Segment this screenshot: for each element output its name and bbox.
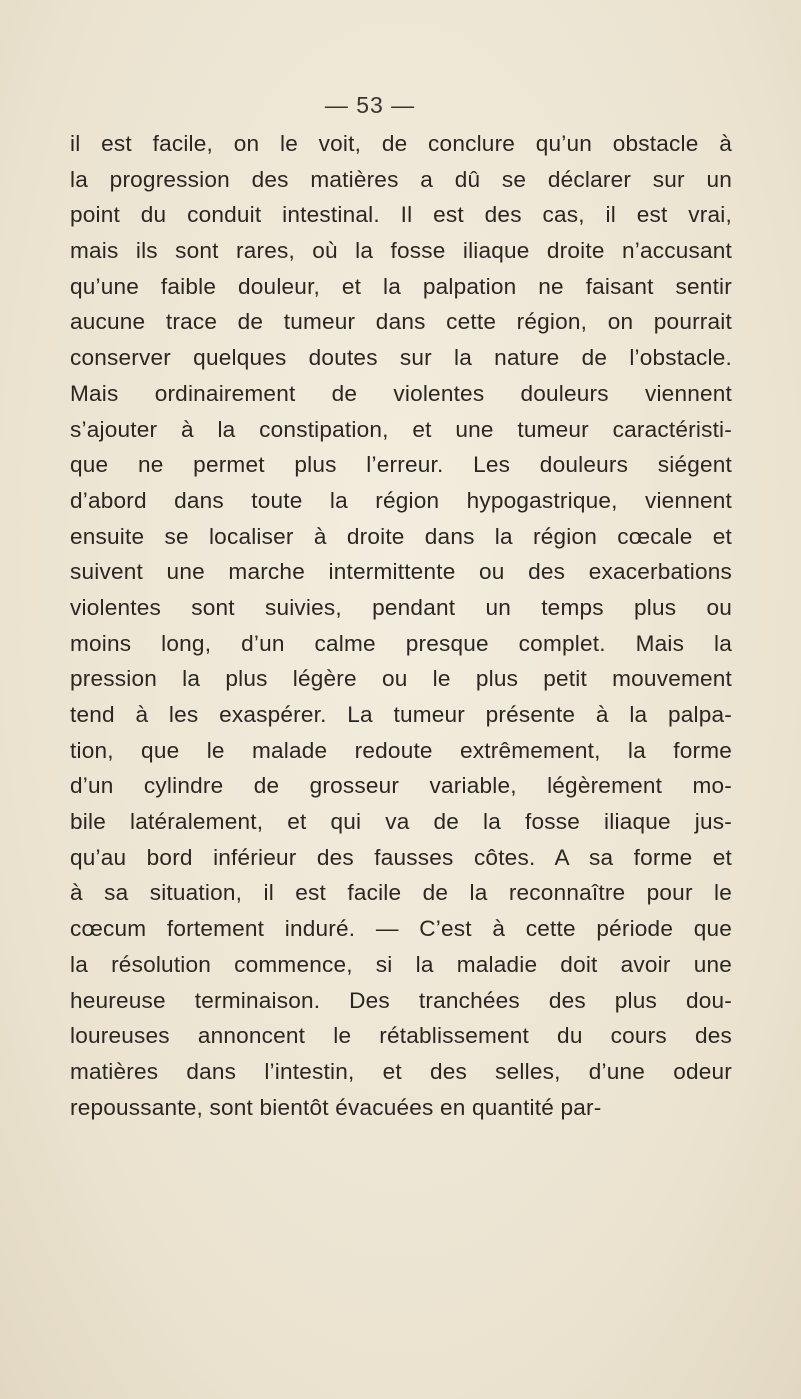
- text-line: cœcum fortement induré. — C’est à cette période que: [70, 916, 732, 942]
- text-line: conserver quelques doutes sur la nature de l’obstacle.: [70, 345, 732, 371]
- text-line: matières dans l’intestin, et des selles, d’une odeur: [70, 1058, 732, 1084]
- text-line: d’abord dans toute la région hypogastrique, viennent: [70, 487, 732, 513]
- text-line: violentes sont suivies, pendant un temps plus ou: [70, 594, 732, 620]
- text-line: que ne permet plus l’erreur. Les douleurs siégent: [70, 452, 732, 478]
- text-line: tend à les exaspérer. La tumeur présente à la palpa-: [70, 702, 732, 727]
- text-line: loureuses annoncent le rétablissement du cours des: [70, 1023, 732, 1049]
- text-line: heureuse terminaison. Des tranchées des plus dou-: [70, 987, 732, 1013]
- text-line: tion, que le malade redoute extrêmement, la forme: [70, 737, 732, 763]
- text-line: suivent une marche intermittente ou des exacerbations: [70, 559, 732, 585]
- text-line: d’un cylindre de grosseur variable, légèrement mo-: [70, 773, 732, 799]
- text-line: qu’au bord inférieur des fausses côtes. A sa forme et: [70, 844, 732, 870]
- page-number: — 53 —: [324, 92, 416, 118]
- text-line: Mais ordinairement de violentes douleurs viennent: [70, 380, 732, 406]
- text-line: la progression des matières a dû se déclarer sur un: [70, 166, 732, 192]
- text-line: bile latéralement, et qui va de la fosse iliaque jus-: [70, 809, 732, 835]
- text-line: à sa situation, il est facile de la reconnaître pour le: [70, 880, 732, 906]
- text-line: moins long, d’un calme presque complet. Mais la: [70, 630, 732, 656]
- text-line: point du conduit intestinal. Il est des cas, il est vrai,: [70, 202, 732, 228]
- text-line: ensuite se localiser à droite dans la région cœcale et: [70, 523, 732, 549]
- text-line: qu’une faible douleur, et la palpation ne faisant sentir: [70, 273, 732, 299]
- text-line: la résolution commence, si la maladie doit avoir une: [70, 951, 732, 977]
- text-line: mais ils sont rares, où la fosse iliaque droite n’accusant: [70, 238, 732, 264]
- text-line: s’ajouter à la constipation, et une tumeur caractéristi-: [70, 416, 732, 442]
- text-line: pression la plus légère ou le plus petit mouvement: [70, 666, 732, 692]
- text-line: repoussante, sont bientôt évacuées en quantité par-: [70, 1094, 602, 1120]
- text-line: il est facile, on le voit, de conclure qu’un obstacle à: [70, 131, 732, 156]
- text-line: aucune trace de tumeur dans cette région, on pourrait: [70, 309, 732, 335]
- body-text: [70, 126, 732, 1125]
